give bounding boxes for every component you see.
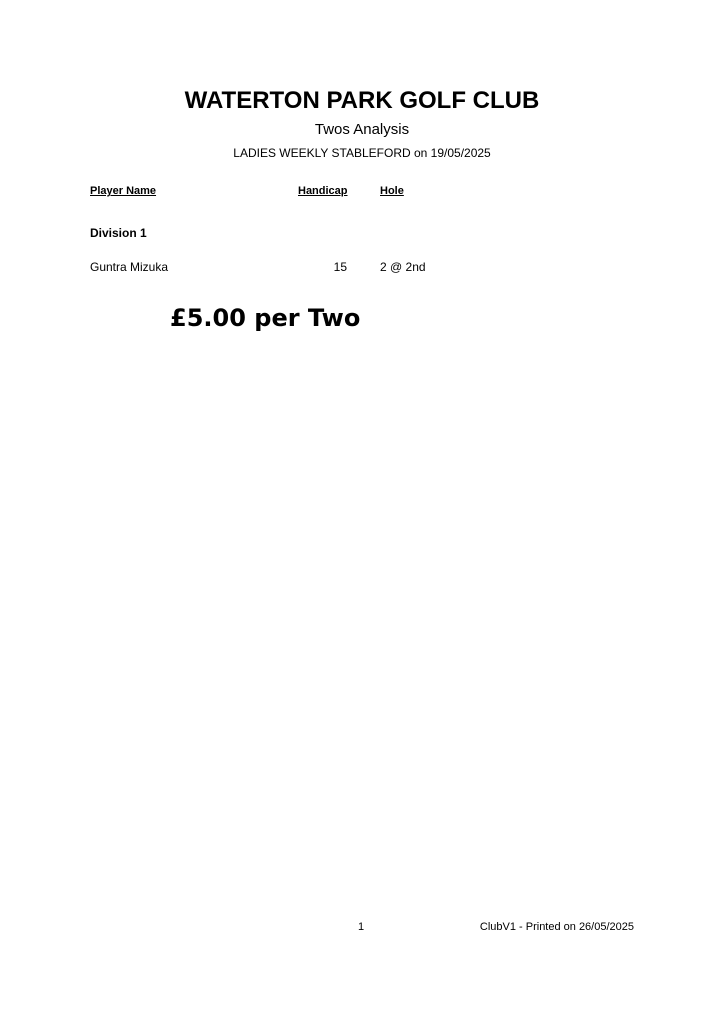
- column-header-player-name: Player Name: [90, 185, 157, 197]
- printed-info: ClubV1 - Printed on 26/05/2025: [479, 921, 634, 933]
- prize-amount: £5.00 per Two: [170, 304, 361, 332]
- player-hole: 2 @ 2nd: [380, 260, 426, 274]
- column-header-handicap: Handicap: [298, 185, 348, 197]
- club-name: WATERTON PARK GOLF CLUB: [184, 87, 540, 114]
- player-handicap: 15: [333, 260, 347, 274]
- player-name: Guntra Mizuka: [90, 260, 169, 274]
- report-title: Twos Analysis: [314, 121, 410, 138]
- division-heading: Division 1: [90, 226, 147, 240]
- page-number: 1: [358, 921, 365, 933]
- table-row: [0, 259, 724, 275]
- column-header-hole: Hole: [380, 185, 404, 197]
- event-title: LADIES WEEKLY STABLEFORD on 19/05/2025: [233, 146, 491, 160]
